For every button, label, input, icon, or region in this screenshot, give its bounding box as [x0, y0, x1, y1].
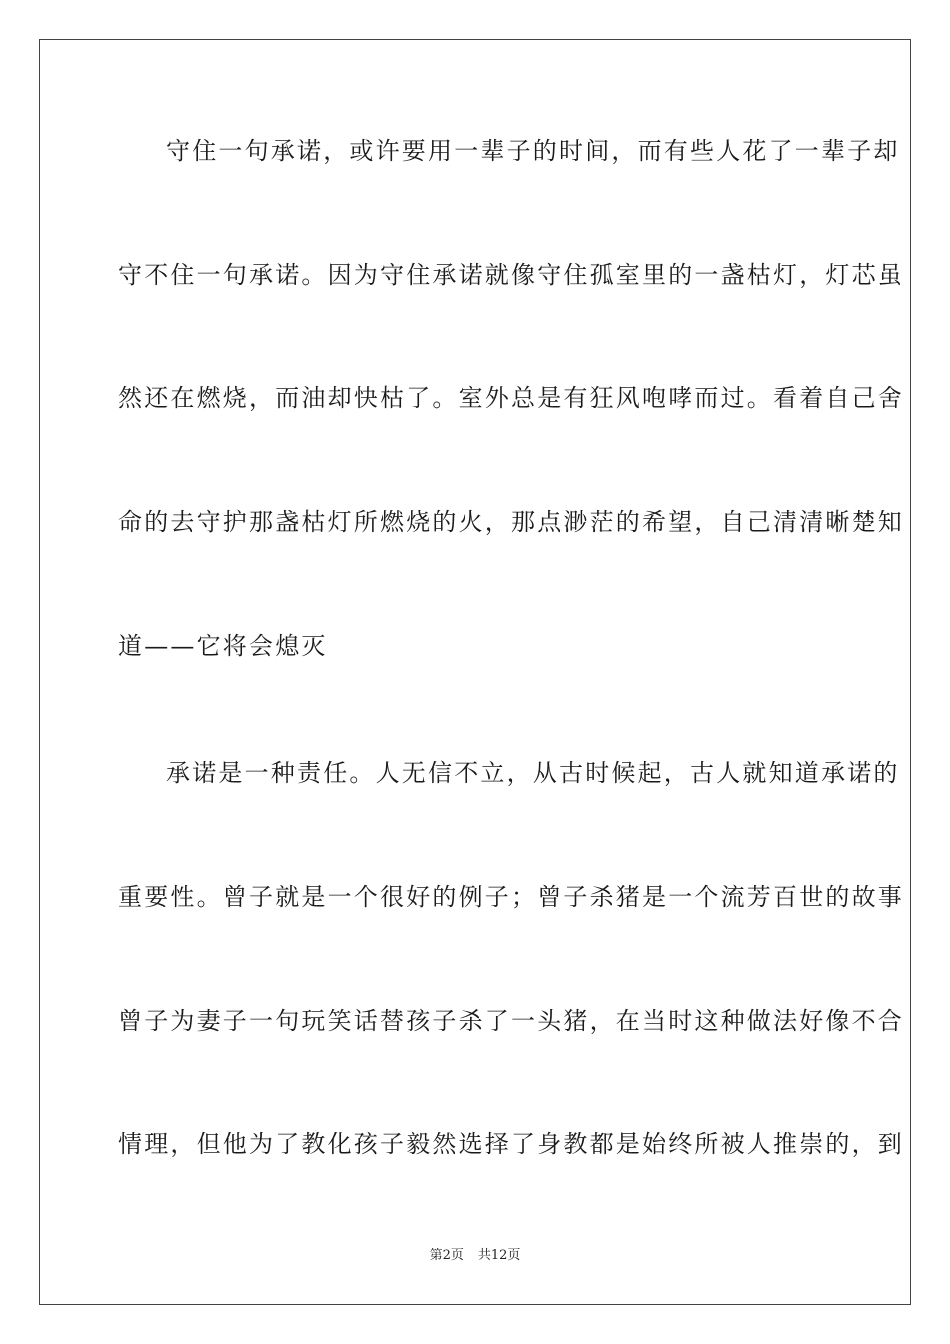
page-footer — [0, 1247, 950, 1265]
page-number: 第2页 — [429, 1248, 464, 1263]
paragraph-1-line-4: 命的去守护那盏枯灯所燃烧的火，那点渺茫的希望，自己清清晰楚知 — [118, 508, 904, 536]
page-total: 共12页 — [477, 1248, 521, 1263]
paragraph-1-line-5: 道——它将会熄灭 — [118, 632, 328, 660]
paragraph-2-line-4: 情理，但他为了教化孩子毅然选择了身教都是始终所被人推崇的，到 — [118, 1130, 904, 1158]
paragraph-1-line-2: 守不住一句承诺。因为守住承诺就像守住孤室里的一盏枯灯，灯芯虽 — [118, 261, 904, 289]
paragraph-2-line-3: 曾子为妻子一句玩笑话替孩子杀了一头猪，在当时这种做法好像不合 — [118, 1007, 904, 1035]
paragraph-2-line-2: 重要性。曾子就是一个很好的例子；曾子杀猪是一个流芳百世的故事 — [118, 883, 904, 911]
paragraph-1-line-3: 然还在燃烧，而油却快枯了。室外总是有狂风咆哮而过。看着自己舍 — [118, 384, 904, 412]
paragraph-2-line-1: 承诺是一种责任。人无信不立，从古时候起，古人就知道承诺的 — [166, 759, 900, 787]
page-border — [39, 39, 911, 1305]
paragraph-1-line-1: 守住一句承诺，或许要用一辈子的时间，而有些人花了一辈子却 — [166, 137, 900, 165]
